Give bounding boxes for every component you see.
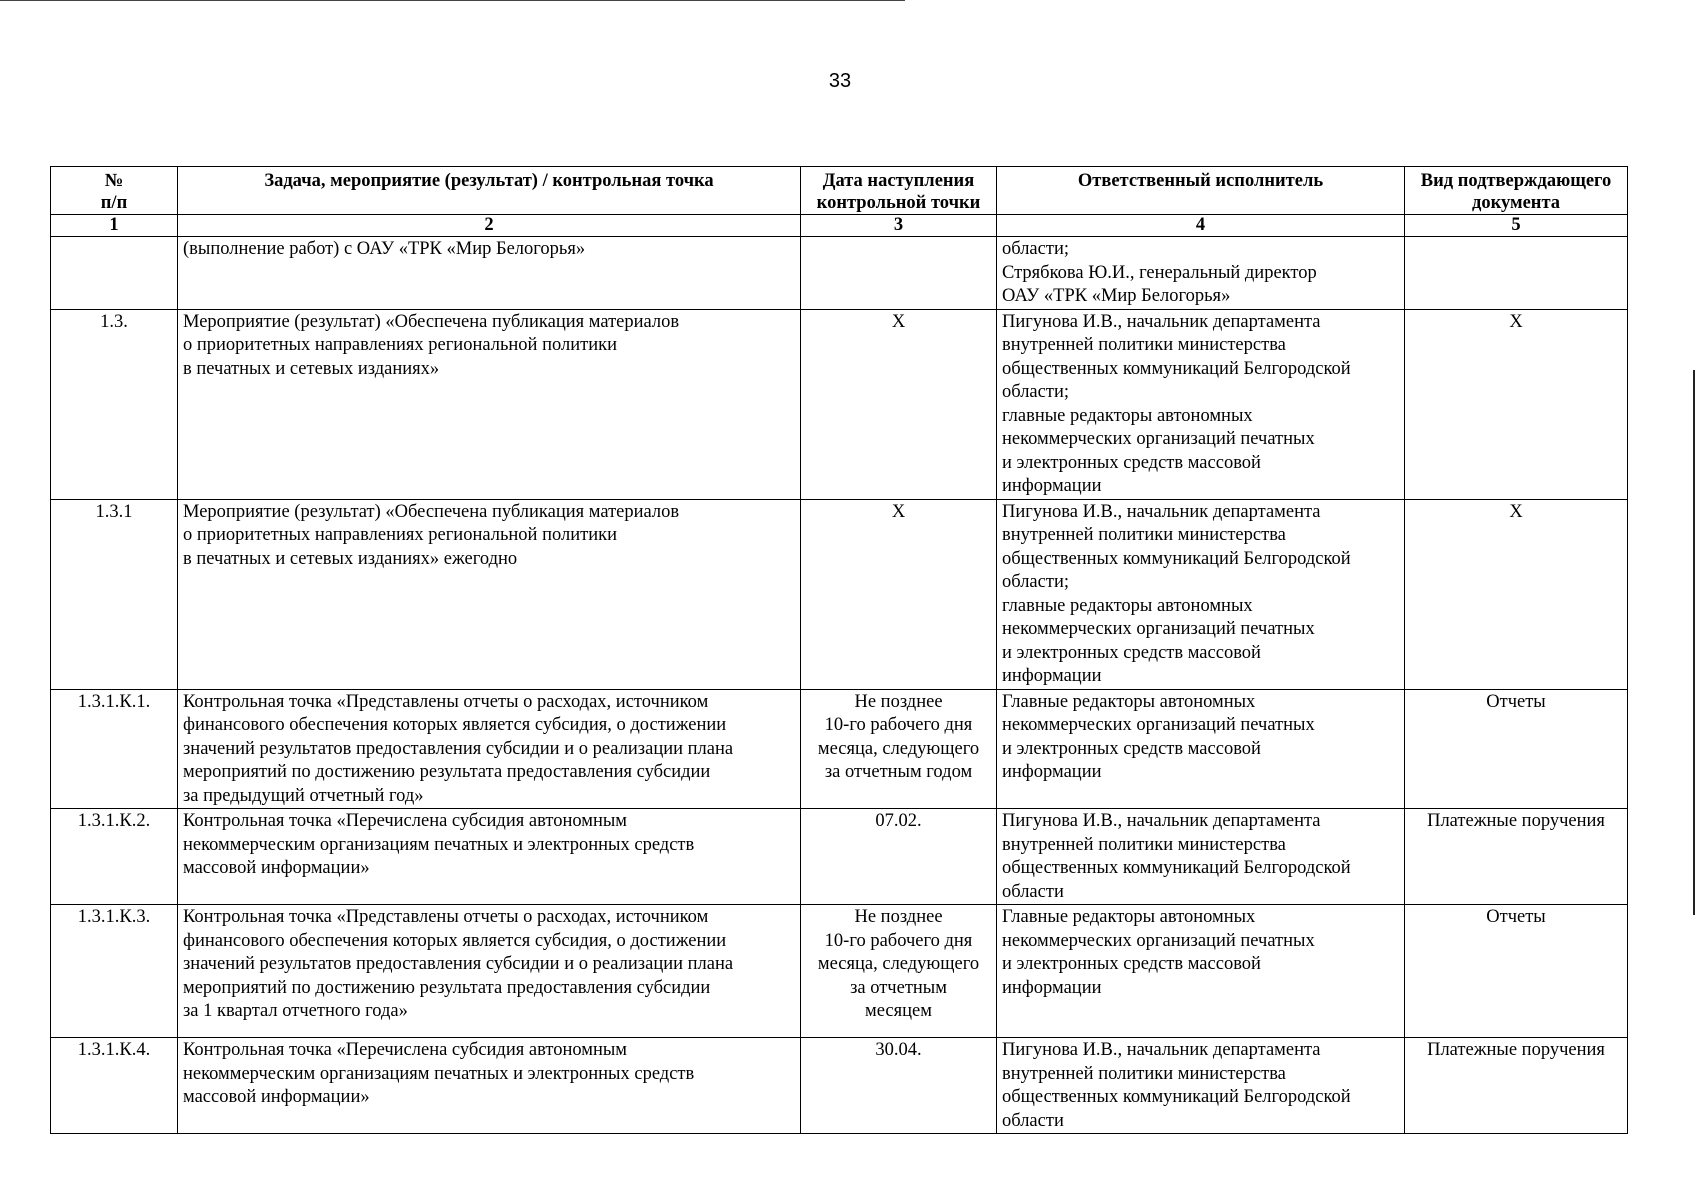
cell-document: X	[1405, 499, 1628, 689]
cell-task: (выполнение работ) с ОАУ «ТРК «Мир Белогорья»	[178, 237, 801, 310]
cell-executor: Пигунова И.В., начальник департамента внутренней политики министерства общественных коммуникаций Белгородской области	[997, 809, 1405, 905]
cell-date: Не позднее 10-го рабочего дня месяца, следующего за отчетным месяцем	[801, 905, 997, 1038]
cell-document: Отчеты	[1405, 905, 1628, 1038]
cell-executor: Пигунова И.В., начальник департамента внутренней политики министерства общественных коммуникаций Белгородской области	[997, 1038, 1405, 1134]
cell-task: Мероприятие (результат) «Обеспечена публикация материалов о приоритетных направлениях региональной политики в печатных и сетевых изданиях» ежегодно	[178, 499, 801, 689]
header-task: Задача, мероприятие (результат) / контрольная точка	[178, 167, 801, 215]
column-number: 1	[51, 215, 178, 237]
cell-document	[1405, 237, 1628, 310]
right-scan-rule	[1693, 370, 1695, 915]
cell-number: 1.3.1.К.3.	[51, 905, 178, 1038]
page-number: 33	[828, 70, 852, 92]
table-header-row	[51, 167, 1628, 215]
cell-executor: Пигунова И.В., начальник департамента внутренней политики министерства общественных коммуникаций Белгородской области; главные редакторы автономных некоммерческих организаций печатных и электронных средств массовой информации	[997, 309, 1405, 499]
cell-task: Контрольная точка «Представлены отчеты о расходах, источником финансового обеспечения которых является субсидия, о достижении значений результатов предоставления субсидии и о реализации плана мероприятий по достижению результата предоставления субсидии за 1 квартал отчетного года»	[178, 905, 801, 1038]
cell-date	[801, 237, 997, 310]
cell-date: X	[801, 309, 997, 499]
header-number: № п/п	[51, 167, 178, 215]
cell-date: X	[801, 499, 997, 689]
top-scan-rule	[0, 0, 905, 1]
cell-document: X	[1405, 309, 1628, 499]
column-number: 3	[801, 215, 997, 237]
cell-document: Платежные поручения	[1405, 809, 1628, 905]
cell-number: 1.3.1.К.4.	[51, 1038, 178, 1134]
cell-executor: области; Стрябкова Ю.И., генеральный директор ОАУ «ТРК «Мир Белогорья»	[997, 237, 1405, 310]
column-number: 2	[178, 215, 801, 237]
cell-number: 1.3.1.К.1.	[51, 689, 178, 809]
cell-task: Мероприятие (результат) «Обеспечена публикация материалов о приоритетных направлениях региональной политики в печатных и сетевых изданиях»	[178, 309, 801, 499]
cell-task: Контрольная точка «Перечислена субсидия автономным некоммерческим организациям печатных и электронных средств массовой информации»	[178, 1038, 801, 1134]
header-executor: Ответственный исполнитель	[997, 167, 1405, 215]
table-row	[51, 237, 1628, 310]
cell-executor: Пигунова И.В., начальник департамента внутренней политики министерства общественных коммуникаций Белгородской области; главные редакторы автономных некоммерческих организаций печатных и электронных средств массовой информации	[997, 499, 1405, 689]
cell-number: 1.3.1.К.2.	[51, 809, 178, 905]
table-row	[51, 809, 1628, 905]
control-points-table	[50, 166, 1628, 1134]
cell-task: Контрольная точка «Представлены отчеты о расходах, источником финансового обеспечения которых является субсидия, о достижении значений результатов предоставления субсидии и о реализации плана мероприятий по достижению результата предоставления субсидии за предыдущий отчетный год»	[178, 689, 801, 809]
cell-executor: Главные редакторы автономных некоммерческих организаций печатных и электронных средств массовой информации	[997, 689, 1405, 809]
cell-number: 1.3.1	[51, 499, 178, 689]
cell-date: 07.02.	[801, 809, 997, 905]
cell-executor: Главные редакторы автономных некоммерческих организаций печатных и электронных средств массовой информации	[997, 905, 1405, 1038]
cell-number: 1.3.	[51, 309, 178, 499]
column-number: 4	[997, 215, 1405, 237]
cell-number	[51, 237, 178, 310]
table-row	[51, 309, 1628, 499]
table-row	[51, 499, 1628, 689]
cell-document: Платежные поручения	[1405, 1038, 1628, 1134]
column-number-row	[51, 215, 1628, 237]
column-number: 5	[1405, 215, 1628, 237]
table-row	[51, 689, 1628, 809]
cell-document: Отчеты	[1405, 689, 1628, 809]
cell-task: Контрольная точка «Перечислена субсидия автономным некоммерческим организациям печатных и электронных средств массовой информации»	[178, 809, 801, 905]
cell-date: 30.04.	[801, 1038, 997, 1134]
cell-date: Не позднее 10-го рабочего дня месяца, следующего за отчетным годом	[801, 689, 997, 809]
header-document: Вид подтверждающего документа	[1405, 167, 1628, 215]
table-row	[51, 905, 1628, 1038]
table-row	[51, 1038, 1628, 1134]
header-date: Дата наступления контрольной точки	[801, 167, 997, 215]
